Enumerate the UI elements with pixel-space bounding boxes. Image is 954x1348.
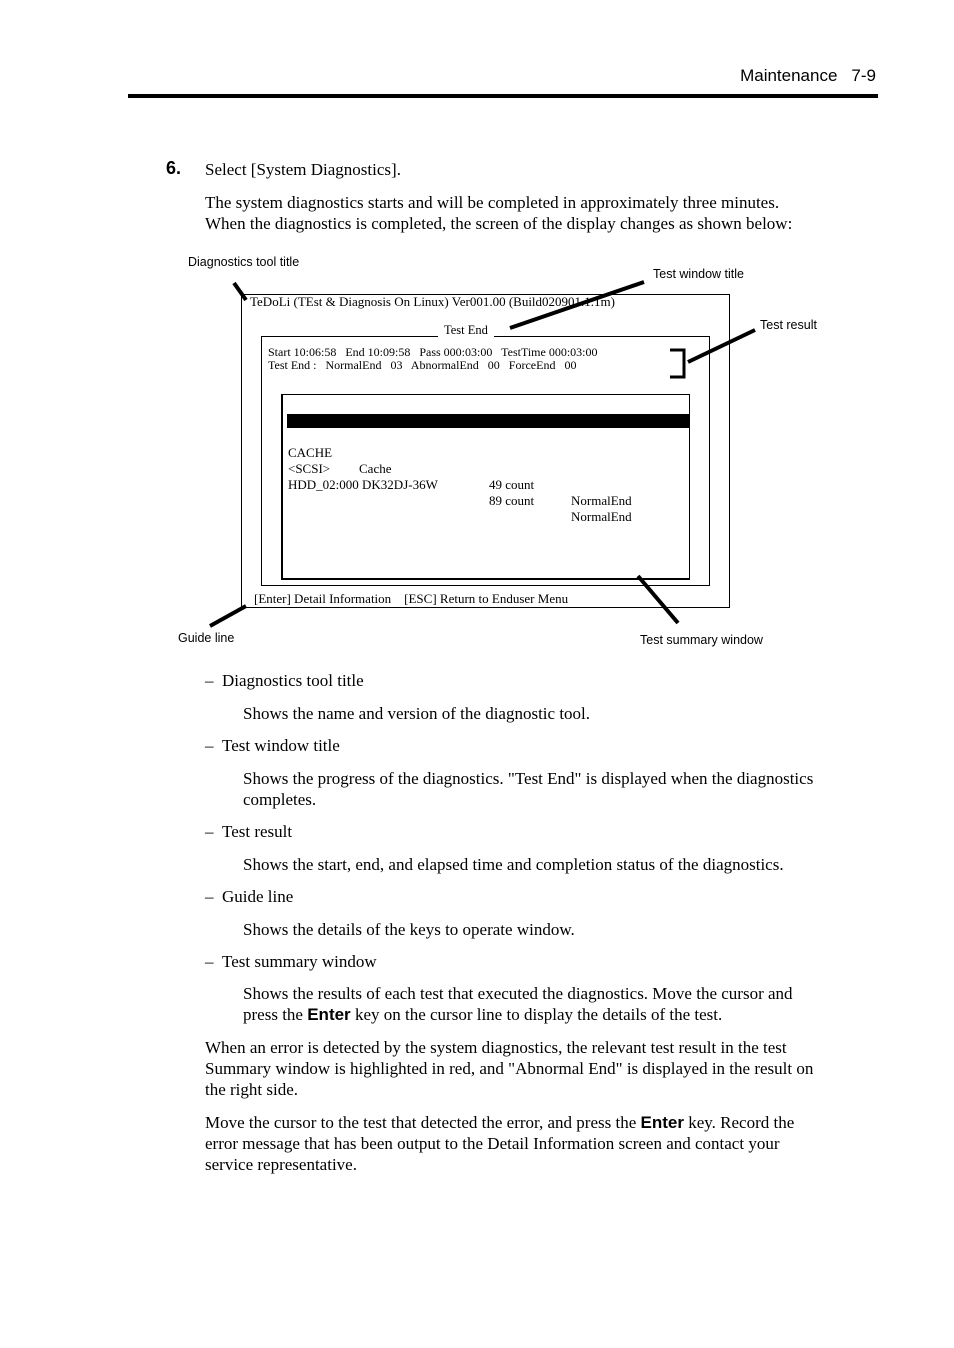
callout-test-window-title: Test window title <box>653 267 745 281</box>
guide-line: [Enter] Detail Information [ESC] Return to Enduser Menu <box>254 591 569 606</box>
callout-test-result: Test result <box>760 318 817 332</box>
summary-row[interactable]: <System> <box>288 413 341 428</box>
enter-key-label: Enter <box>640 1113 684 1132</box>
item-test-result-desc: Shows the start, end, and elapsed time and completion status of the diagnostics. <box>243 855 784 874</box>
section-name: Maintenance <box>740 66 838 85</box>
item-test-window-title-desc-2: completes. <box>243 790 317 809</box>
item-diag-title: – Diagnostics tool title <box>205 671 364 690</box>
closing-p2-line1: Move the cursor to the test that detected the error, and press the Enter key. Record the <box>205 1113 795 1132</box>
item-diag-title-desc: Shows the name and version of the diagnostic tool. <box>243 704 591 723</box>
summary-row-selected[interactable]: MEM Memory 16 count NormalEnd <box>288 429 632 492</box>
closing-p1-line3: the right side. <box>205 1080 299 1099</box>
step-number: 6. <box>166 158 182 178</box>
callout-diag-title: Diagnostics tool title <box>188 255 300 269</box>
leader-guide-line <box>210 606 246 626</box>
item-guide-line-desc: Shows the details of the keys to operate window. <box>243 920 575 939</box>
enter-key-label: Enter <box>307 1005 351 1024</box>
leader-test-window-title <box>510 282 644 328</box>
tool-title: TeDoLi (TEst & Diagnosis On Linux) Ver001.00 (Build020901.1.1m) <box>250 294 615 309</box>
closing-p2-line3: service representative. <box>205 1155 357 1174</box>
summary-row[interactable]: <SCSI> <box>288 461 331 476</box>
step-desc-1: The system diagnostics starts and will be completed in approximately three minutes. <box>205 193 780 212</box>
leader-test-result <box>688 330 755 362</box>
summary-row[interactable]: CACHE Cache 49 count NormalEnd <box>288 445 632 508</box>
step-instruction: Select [System Diagnostics]. <box>205 160 401 179</box>
leader-summary-window <box>638 576 678 623</box>
page-number: 7-9 <box>851 66 876 85</box>
item-summary-window-desc-1: Shows the results of each test that executed the diagnostics. Move the cursor and <box>243 984 793 1003</box>
closing-p1-line2: Summary window is highlighted in red, and "Abnormal End" is displayed in the result on <box>205 1059 814 1078</box>
callout-summary-window: Test summary window <box>640 633 763 647</box>
closing-p1-line1: When an error is detected by the system diagnostics, the relevant test result in the test <box>205 1038 787 1057</box>
item-guide-line: – Guide line <box>205 887 294 906</box>
closing-p2-line2: error message that has been output to the Detail Information screen and contact your <box>205 1134 780 1153</box>
item-summary-window: – Test summary window <box>205 952 377 971</box>
result-line-2: Test End : NormalEnd 03 AbnormalEnd 00 ForceEnd 00 <box>268 358 577 372</box>
step-desc-2: When the diagnostics is completed, the screen of the display changes as shown below: <box>205 214 793 233</box>
leader-diag-title <box>234 283 246 300</box>
callout-guide-line: Guide line <box>178 631 235 645</box>
item-test-window-title-desc-1: Shows the progress of the diagnostics. "Test End" is displayed when the diagnostics <box>243 769 814 788</box>
item-test-window-title: – Test window title <box>205 736 340 755</box>
summary-row[interactable]: HDD_02:000 DK32DJ-36W 89 count NormalEnd <box>288 477 632 524</box>
result-line-1: Start 10:06:58 End 10:09:58 Pass 000:03:00 TestTime 000:03:00 <box>268 345 598 359</box>
test-window-title: Test End <box>438 323 494 338</box>
item-test-result: – Test result <box>205 822 293 841</box>
test-result-bracket <box>670 350 684 377</box>
item-summary-window-desc-2: press the Enter key on the cursor line to display the details of the test. <box>243 1005 723 1024</box>
